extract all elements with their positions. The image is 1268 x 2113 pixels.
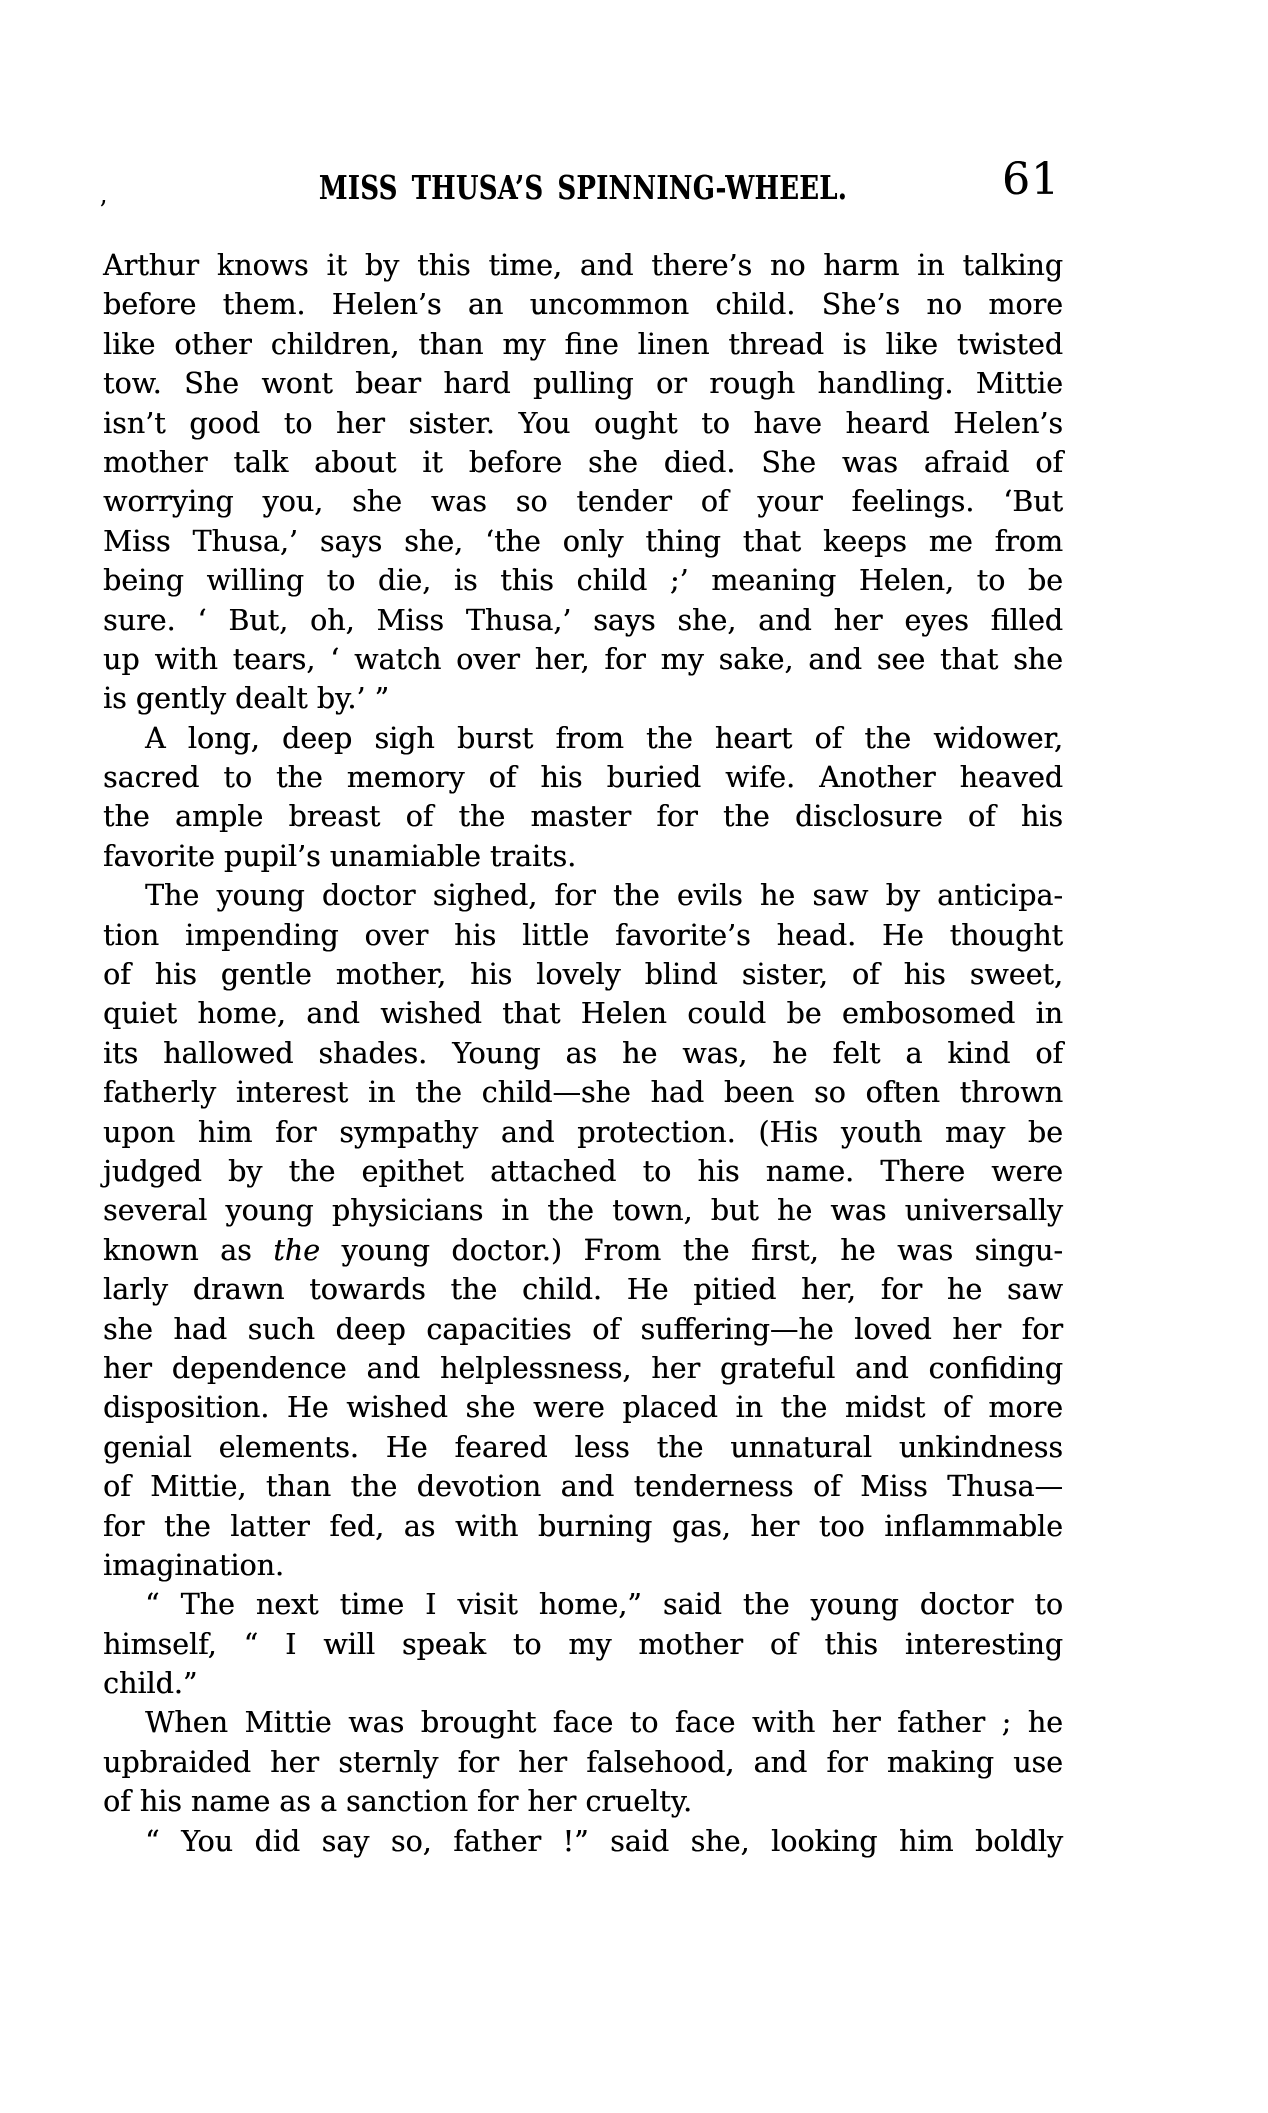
text-segment: upbraided her sternly for her falsehood, and for making use	[103, 1745, 1063, 1779]
text-segment: sacred to the memory of his buried wife. Another heaved	[103, 761, 1063, 795]
text-line	[103, 1270, 1063, 1309]
text-line	[103, 640, 1063, 679]
text-segment: favorite pupil’s unamiable traits.	[103, 839, 577, 873]
text-segment: isn’t good to her sister. You ought to have heard Helen’s	[103, 406, 1063, 440]
text-segment: tion impending over his little favorite’s head. He thought	[103, 918, 1063, 952]
text-line	[103, 285, 1063, 324]
text-line	[103, 994, 1063, 1033]
text-segment: “ You did say so, father !” said she, looking him boldly	[145, 1824, 1063, 1858]
running-head	[103, 154, 1063, 218]
text-line	[103, 1782, 1063, 1821]
text-segment: tow. She wont bear hard pulling or rough handling. Mittie	[103, 367, 1063, 401]
text-segment: of Mittie, than the devotion and tenderness of Miss Thusa—	[103, 1470, 1063, 1504]
text-line	[103, 679, 1063, 718]
text-line	[103, 837, 1063, 876]
margin-ink-artifact: ’	[99, 196, 108, 226]
text-line	[103, 1507, 1063, 1546]
text-line	[103, 1585, 1063, 1624]
italic-text-segment: the	[273, 1233, 320, 1267]
text-segment: disposition. He wished she were placed in the midst of more	[103, 1391, 1063, 1425]
text-line	[103, 404, 1063, 443]
text-segment: larly drawn towards the child. He pitied her, for he saw	[103, 1273, 1063, 1307]
text-segment: child.”	[103, 1667, 198, 1701]
text-segment: of his gentle mother, his lovely blind sister, of his sweet,	[103, 958, 1063, 992]
text-segment: she had such deep capacities of suffering—he loved her for	[103, 1312, 1063, 1346]
text-line	[103, 876, 1063, 915]
text-line	[103, 443, 1063, 482]
text-line	[103, 246, 1063, 285]
text-line	[103, 955, 1063, 994]
text-segment: “ The next time I visit home,” said the young doctor to	[145, 1588, 1063, 1622]
text-line	[103, 1152, 1063, 1191]
running-head-title: MISS THUSA’S SPINNING-WHEEL.	[318, 168, 848, 207]
text-segment: is gently dealt by.’ ”	[103, 682, 390, 716]
text-line	[103, 1467, 1063, 1506]
text-segment: up with tears, ‘ watch over her, for my sake, and see that she	[103, 642, 1063, 676]
text-line	[103, 364, 1063, 403]
text-line	[103, 561, 1063, 600]
text-line	[103, 482, 1063, 521]
text-line	[103, 916, 1063, 955]
text-line	[103, 719, 1063, 758]
text-segment: young doctor.) From the first, he was singu-	[319, 1233, 1063, 1267]
text-segment: the ample breast of the master for the disclosure of his	[103, 800, 1063, 834]
text-line	[103, 1546, 1063, 1585]
text-segment: worrying you, she was so tender of your feelings. ‘But	[103, 485, 1063, 519]
text-line	[103, 1822, 1063, 1861]
page-body-text	[103, 246, 1063, 1861]
text-segment: imagination.	[103, 1548, 284, 1582]
text-line	[103, 797, 1063, 836]
text-line	[103, 1034, 1063, 1073]
text-line	[103, 1113, 1063, 1152]
text-segment: Miss Thusa,’ says she, ‘the only thing that keeps me from	[103, 524, 1063, 558]
text-line	[103, 1191, 1063, 1230]
text-segment: several young physicians in the town, but he was universally	[103, 1194, 1063, 1228]
text-segment: A long, deep sigh burst from the heart of the widower,	[145, 721, 1063, 755]
text-line	[103, 1664, 1063, 1703]
text-line	[103, 1388, 1063, 1427]
text-line	[103, 601, 1063, 640]
text-segment: fatherly interest in the child—she had been so often thrown	[103, 1076, 1063, 1110]
text-line	[103, 1703, 1063, 1742]
text-segment: Arthur knows it by this time, and there’s no harm in talking	[103, 249, 1063, 282]
text-line	[103, 758, 1063, 797]
text-line	[103, 1349, 1063, 1388]
text-segment: mother talk about it before she died. She was afraid of	[103, 445, 1063, 479]
text-line	[103, 325, 1063, 364]
page-number: 61	[1002, 154, 1060, 205]
text-segment: before them. Helen’s an uncommon child. She’s no more	[103, 288, 1063, 322]
text-segment: judged by the epithet attached to his name. There were	[103, 1154, 1063, 1188]
text-segment: When Mittie was brought face to face with her father ; he	[145, 1706, 1063, 1740]
text-segment: upon him for sympathy and protection. (His youth may be	[103, 1115, 1063, 1149]
text-line	[103, 1743, 1063, 1782]
text-segment: her dependence and helplessness, her grateful and confiding	[103, 1351, 1063, 1385]
text-line	[103, 1310, 1063, 1349]
text-segment: of his name as a sanction for her cruelty.	[103, 1785, 693, 1819]
text-segment: quiet home, and wished that Helen could be embosomed in	[103, 997, 1063, 1031]
text-segment: its hallowed shades. Young as he was, he felt a kind of	[103, 1036, 1063, 1070]
text-line	[103, 1428, 1063, 1467]
text-segment: genial elements. He feared less the unnatural unkindness	[103, 1430, 1063, 1464]
text-segment: The young doctor sighed, for the evils he saw by anticipa-	[145, 879, 1063, 913]
text-segment: himself, “ I will speak to my mother of this interesting	[103, 1627, 1063, 1661]
text-line	[103, 1073, 1063, 1112]
text-segment: known as	[103, 1233, 274, 1267]
text-segment: sure. ‘ But, oh, Miss Thusa,’ says she, and her eyes filled	[103, 603, 1063, 637]
text-segment: for the latter fed, as with burning gas, her too inflammable	[103, 1509, 1063, 1543]
text-line	[103, 522, 1063, 561]
text-segment: like other children, than my fine linen thread is like twisted	[103, 327, 1063, 361]
text-segment: being willing to die, is this child ;’ meaning Helen, to be	[103, 564, 1063, 598]
text-line	[103, 1625, 1063, 1664]
text-line	[103, 1231, 1063, 1270]
